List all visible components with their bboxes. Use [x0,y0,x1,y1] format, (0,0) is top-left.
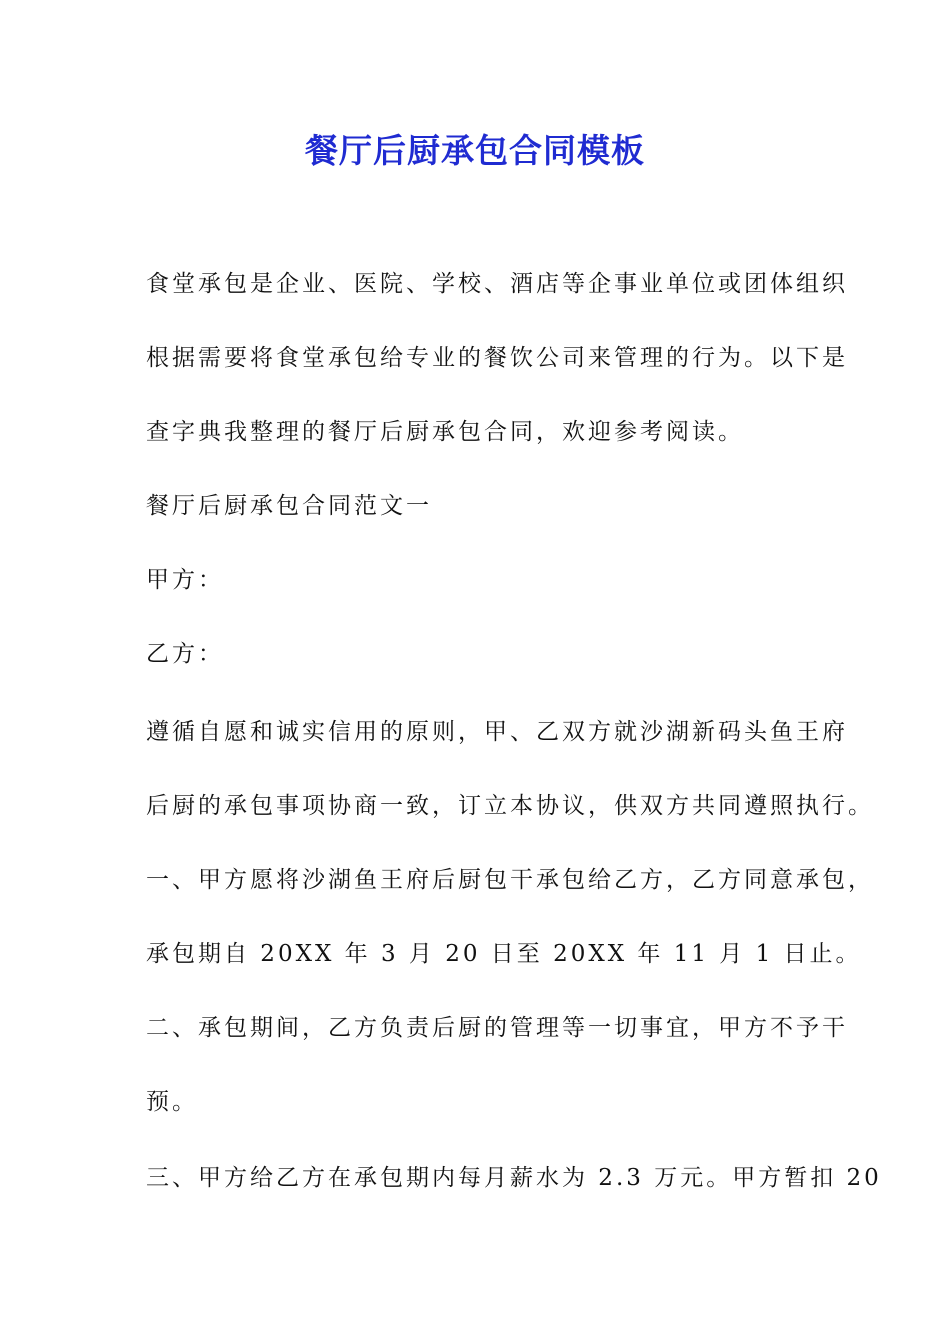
paragraph-line: 后厨的承包事项协商一致，订立本协议，供双方共同遵照执行。 [146,793,874,819]
paragraph-line: 根据需要将食堂承包给专业的餐饮公司来管理的行为。以下是 [146,345,848,371]
paragraph-line: 查字典我整理的餐厅后厨承包合同，欢迎参考阅读。 [146,419,744,445]
clause-line: 三、甲方给乙方在承包期内每月薪水为 2.3 万元。甲方暂扣 20 [146,1165,882,1191]
section-heading: 餐厅后厨承包合同范文一 [146,493,432,519]
paragraph-line: 遵循自愿和诚实信用的原则，甲、乙双方就沙湖新码头鱼王府 [146,719,848,745]
clause-line: 承包期自 20XX 年 3 月 20 日至 20XX 年 11 月 1 日止。 [146,941,862,967]
clause-line: 二、承包期间，乙方负责后厨的管理等一切事宜，甲方不予干 [146,1015,848,1041]
document-title: 餐厅后厨承包合同模板 [305,131,645,170]
clause-line: 一、甲方愿将沙湖鱼王府后厨包干承包给乙方，乙方同意承包， [146,867,874,893]
party-a-label: 甲方： [146,567,224,593]
clause-line: 预。 [146,1089,198,1115]
party-b-label: 乙方： [146,641,224,667]
paragraph-line: 食堂承包是企业、医院、学校、酒店等企事业单位或团体组织 [146,271,848,297]
